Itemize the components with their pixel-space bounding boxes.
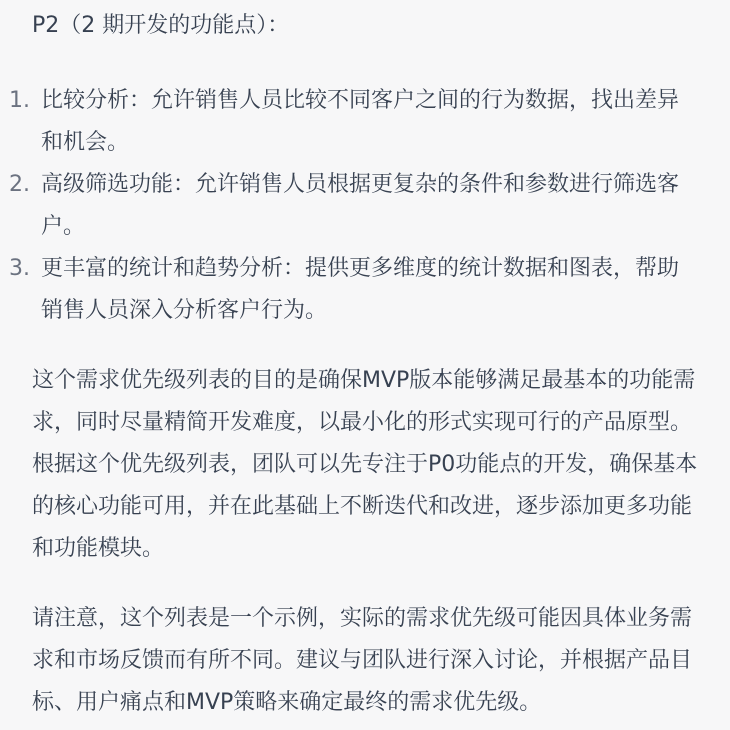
- note-paragraph: 请注意，这个列表是一个示例，实际的需求优先级可能因具体业务需求和市场反馈而有所不同。建议与团队进行深入讨论，并根据产品目标、用户痛点和MVP策略来确定最终的需求优先级。: [32, 606, 693, 715]
- list-item: [0, 248, 691, 332]
- list-item-number: 1.: [9, 88, 30, 113]
- list-item: [0, 164, 691, 248]
- summary-paragraph: 这个需求优先级列表的目的是确保MVP版本能够满足最基本的功能需求，同时尽量精简开发难度，以最小化的形式实现可行的产品原型。根据这个优先级列表，团队可以先专注于P0功能点的开发，确保基本的核心功能可用，并在此基础上不断迭代和改进，逐步添加更多功能和功能模块。: [32, 368, 698, 561]
- list-item-text: 比较分析：允许销售人员比较不同客户之间的行为数据，找出差异和机会。: [41, 88, 680, 155]
- section-heading: P2（2 期开发的功能点）：: [32, 13, 290, 38]
- list-item-text: 更丰富的统计和趋势分析：提供更多维度的统计数据和图表，帮助销售人员深入分析客户行为。: [41, 256, 680, 323]
- list-item: [0, 80, 691, 164]
- list-item-number: 2.: [9, 172, 30, 197]
- list-item-text: 高级筛选功能：允许销售人员根据更复杂的条件和参数进行筛选客户。: [41, 172, 680, 239]
- feature-list: [0, 80, 730, 332]
- list-item-number: 3.: [9, 256, 30, 281]
